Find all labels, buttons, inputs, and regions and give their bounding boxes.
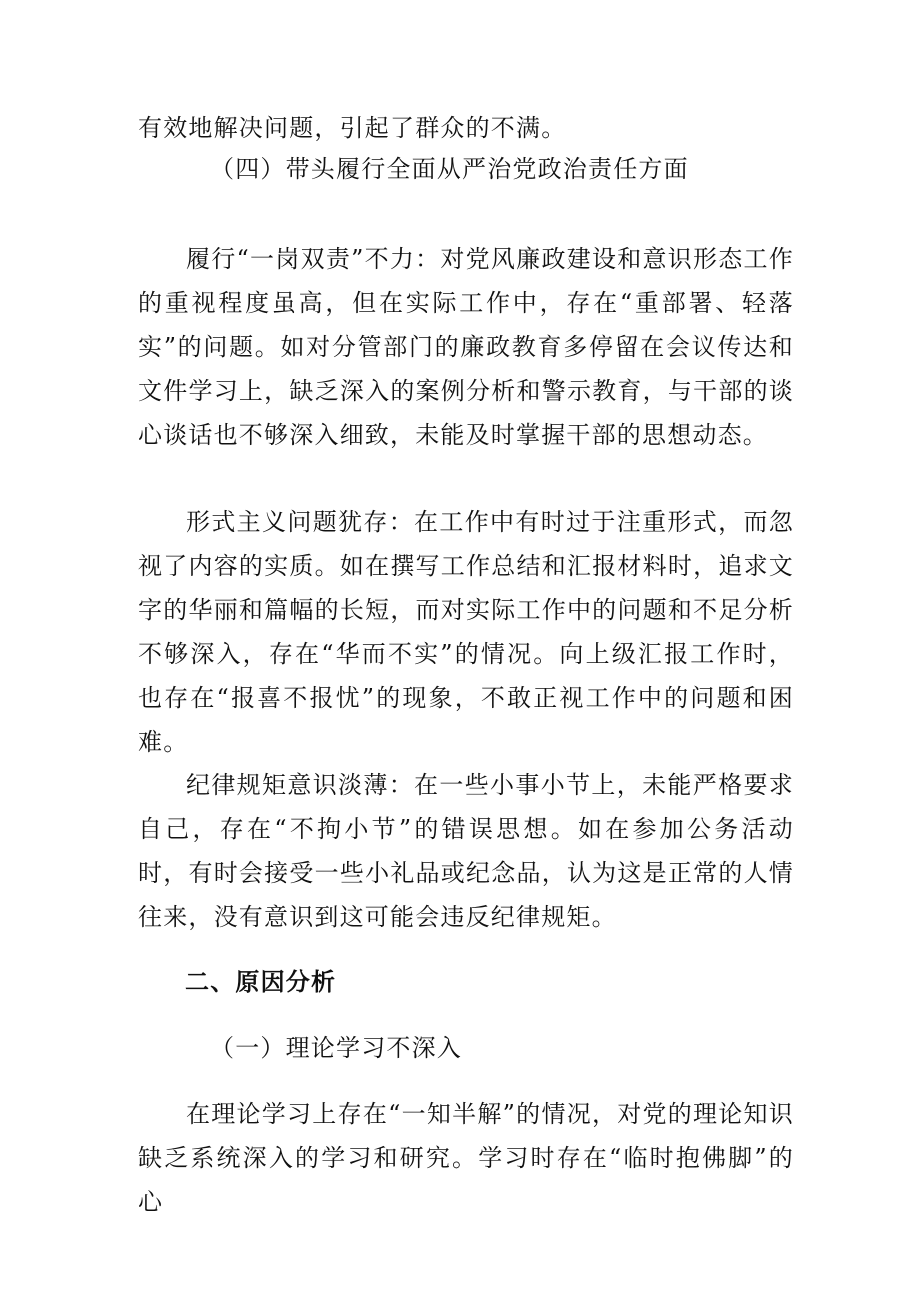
subheading-one: （一）理论学习不深入 [210, 1034, 462, 1062]
paragraph-continuation: 有效地解决问题，引起了群众的不满。 [138, 114, 567, 142]
paragraph-theory-study: 在理论学习上存在“一知半解”的情况，对党的理论知识缺乏系统深入的学习和研究。学习时存在“临时抱佛脚”的心 [138, 1100, 794, 1216]
paragraph-one-post-two-duties: 履行“一岗双责”不力：对党风廉政建设和意识形态工作的重视程度虽高，但在实际工作中，存在“重部署、轻落实”的问题。如对分管部门的廉政教育多停留在会议传达和文件学习上，缺乏深入的案例分析和警示教育，与干部的谈心谈话也不够深入细致，未能及时掌握干部的思想动态。 [138, 245, 794, 449]
section-heading-cause-analysis: 二、原因分析 [185, 967, 337, 996]
subheading-four: （四）带头履行全面从严治党政治责任方面 [210, 155, 689, 183]
paragraph-discipline: 纪律规矩意识淡薄：在一些小事小节上，未能严格要求自己，存在“不拘小节”的错误思想。如在参加公务活动时，有时会接受一些小礼品或纪念品，认为这是正常的人情往来，没有意识到这可能会违反纪律规矩。 [138, 771, 794, 931]
paragraph-formalism: 形式主义问题犹存：在工作中有时过于注重形式，而忽视了内容的实质。如在撰写工作总结和汇报材料时，追求文字的华丽和篇幅的长短，而对实际工作中的问题和不足分析不够深入，存在“华而不实”的情况。向上级汇报工作时，也存在“报喜不报忧”的现象，不敢正视工作中的问题和困难。 [138, 508, 794, 756]
